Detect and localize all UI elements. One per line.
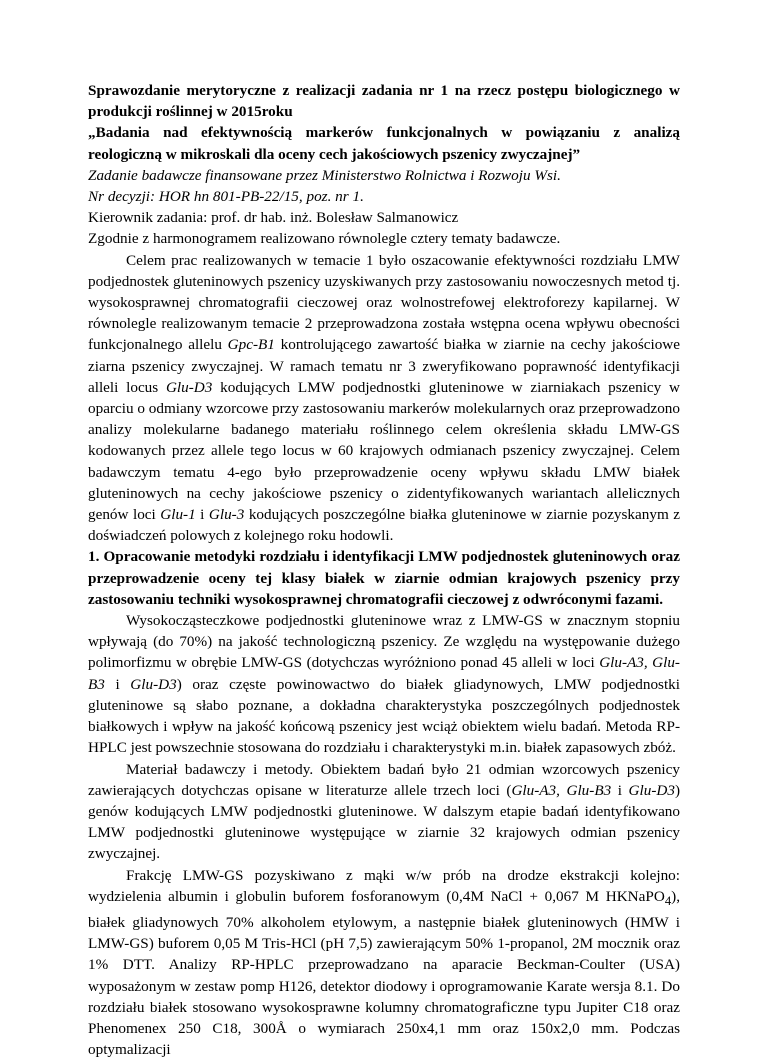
decision-line: Nr decyzji: HOR hn 801-PB-22/15, poz. nr 1. bbox=[88, 188, 364, 206]
section-1-paragraph-1 bbox=[88, 610, 680, 758]
s1p2-genes: Glu-A3, Glu-B3 bbox=[511, 781, 612, 799]
intro-text-4: i bbox=[195, 506, 209, 524]
intro-text-5: kodujących poszczególne białka gluteninowe w ziarnie pozyskanym z doświadczeń polowych z kolejnego roku hodowli. bbox=[88, 506, 680, 545]
section-1-paragraph-3 bbox=[88, 865, 680, 1060]
s1p3-subscript: 4 bbox=[664, 893, 672, 908]
gene-glu-d3: Glu-D3 bbox=[165, 378, 213, 396]
report-title bbox=[88, 80, 680, 165]
task-head-line: Kierownik zadania: prof. dr hab. inż. Bolesław Salmanowicz bbox=[88, 209, 459, 227]
gene-glu-3: Glu-3 bbox=[208, 506, 245, 524]
report-title-line2: „Badania nad efektywnością markerów funkcjonalnych w powiązaniu z analizą reologiczną w mikroskali dla oceny cech jakościowych pszenicy zwyczajnej” bbox=[88, 124, 680, 163]
s1p2-text-b: i bbox=[611, 781, 629, 799]
intro-text-1: Celem prac realizowanych w temacie 1 było oszacowanie efektywności rozdziału LMW podjednostek gluteninowych pszenicy uzyskiwanych przy zastosowaniu nowoczesnych metod tj. wysokosprawnej chromatografii cieczowej oraz wolnostrefowej elektroforezy kapilarnej. W równolegle realizowanym temacie 2 przeprowadzona została wstępna ocena wpływu obecności funkcjonalnego allelu bbox=[88, 251, 680, 354]
s1p3-text-b: ), białek gliadynowych 70% alkoholem etylowym, a następnie białek gluteninowych (HMW i LMW-GS) buforem 0,05 M Tris-HCl (pH 7,5) zawierającym 50% 1-propanol, 2M mocznik oraz 1% DTT. Analizy RP-HPLC przeprowadzano na aparacie Beckman-Coulter (USA) wyposażonym w zestaw pomp H126, detektor diodowy i oprogramowanie Karate wersja 8.1. Do rozdziału białek stosowano wysokosprawne kolumny chromatograficzne typu Jupiter C18 oraz Phenomenex 250 C18, 300Å o wymiarach 250x4,1 mm oraz 150x2,0 mm. Podczas optymalizacji bbox=[88, 887, 680, 1059]
intro-text-2: kontrolującego zawartość białka w ziarnie na cechy jakościowe ziarna pszenicy zwyczajnej. W ramach tematu nr 3 zweryfikowano poprawność identyfikacji alleli locus bbox=[88, 336, 680, 396]
s1p1-text-c: ) oraz częste powinowactwo do białek gliadynowych, LMW podjednostki gluteninowe są słabo poznane, a dokładna charakterystyka poszczególnych podjednostek białkowych i wpływ na jakość końcową pszenicy jest wciąż obiektem wielu badań. Metoda RP-HPLC jest powszechnie stosowana do rozdziału i charakterystyki m.in. białek zapasowych zbóż. bbox=[88, 675, 680, 757]
s1p2-gene-glu-d3: Glu-D3 bbox=[628, 781, 675, 799]
s1p2-text-a: Materiał badawczy i metody. Obiektem badań było 21 odmian wzorcowych pszenicy zawierających dotychczas opisane w literaturze allele trzech loci ( bbox=[88, 760, 680, 799]
report-title-line1: Sprawozdanie merytoryczne z realizacji zadania nr 1 na rzecz postępu biologicznego w produkcji roślinnej w 2015roku bbox=[88, 82, 680, 121]
funding-line: Zadanie badawcze finansowane przez Ministerstwo Rolnictwa i Rozwoju Wsi. bbox=[88, 166, 561, 184]
topics-line: Zgodnie z harmonogramem realizowano równolegle cztery tematy badawcze. bbox=[88, 230, 561, 248]
section-1-heading: 1. Opracowanie metodyki rozdziału i identyfikacji LMW podjednostek gluteninowych oraz przeprowadzenie oceny tej klasy białek w ziarnie odmian krajowych pszenicy przy zastosowaniu techniki wysokosprawnej chromatografii cieczowej z odwróconymi fazami. bbox=[88, 548, 680, 608]
s1p1-gene-glu-d3: Glu-D3 bbox=[130, 675, 177, 693]
intro-paragraph bbox=[88, 250, 680, 547]
s1p1-text-a: Wysokocząsteczkowe podjednostki gluteninowe wraz z LMW-GS w znacznym stopniu wpływają (do 70%) na jakość technologiczną pszenicy. Ze względu na występowanie dużego polimorfizmu w obrębie LMW-GS (dotychczas wyróżniono ponad 45 alleli w loci bbox=[88, 612, 680, 672]
gene-glu-1: Glu-1 bbox=[160, 506, 196, 524]
s1p3-text-a: Frakcję LMW-GS pozyskiwano z mąki w/w prób na drodze ekstrakcji kolejno: wydzielenia albumin i globulin buforem fosforanowym (0,4M NaCl + 0,067 M HKNaPO bbox=[88, 866, 680, 905]
s1p1-text-b: i bbox=[104, 675, 131, 693]
section-1-paragraph-2 bbox=[88, 759, 680, 865]
gene-gpc-b1: Gpc-B1 bbox=[227, 336, 275, 354]
intro-text-3: kodujących LMW podjednostki gluteninowe w ziarniakach pszenicy w oparciu o odmiany wzorcowe przy zastosowaniu markerów molekularnych oraz przeprowadzono analizy molekularne badanego materiału roślinnego celem określenia składu LMW-GS kodowanych przez allele tego locus w 60 krajowych odmianach pszenicy zwyczajnej. Celem badawczym tematu 4-ego było przeprowadzenie oceny wpływu składu LMW białek gluteninowych na cechy jakościowe pszenicy o zidentyfikowanych wariantach allelicznych genów loci bbox=[88, 378, 680, 524]
document-page bbox=[88, 80, 680, 1060]
s1p1-genes: Glu-A3, Glu-B3 bbox=[88, 654, 680, 693]
s1p2-text-c: ) genów kodujących LMW podjednostki gluteninowe. W dalszym etapie badań identyfikowano LMW podjednostki gluteninowe występujące w ziarnie 32 krajowych odmian pszenicy zwyczajnej. bbox=[88, 781, 681, 863]
